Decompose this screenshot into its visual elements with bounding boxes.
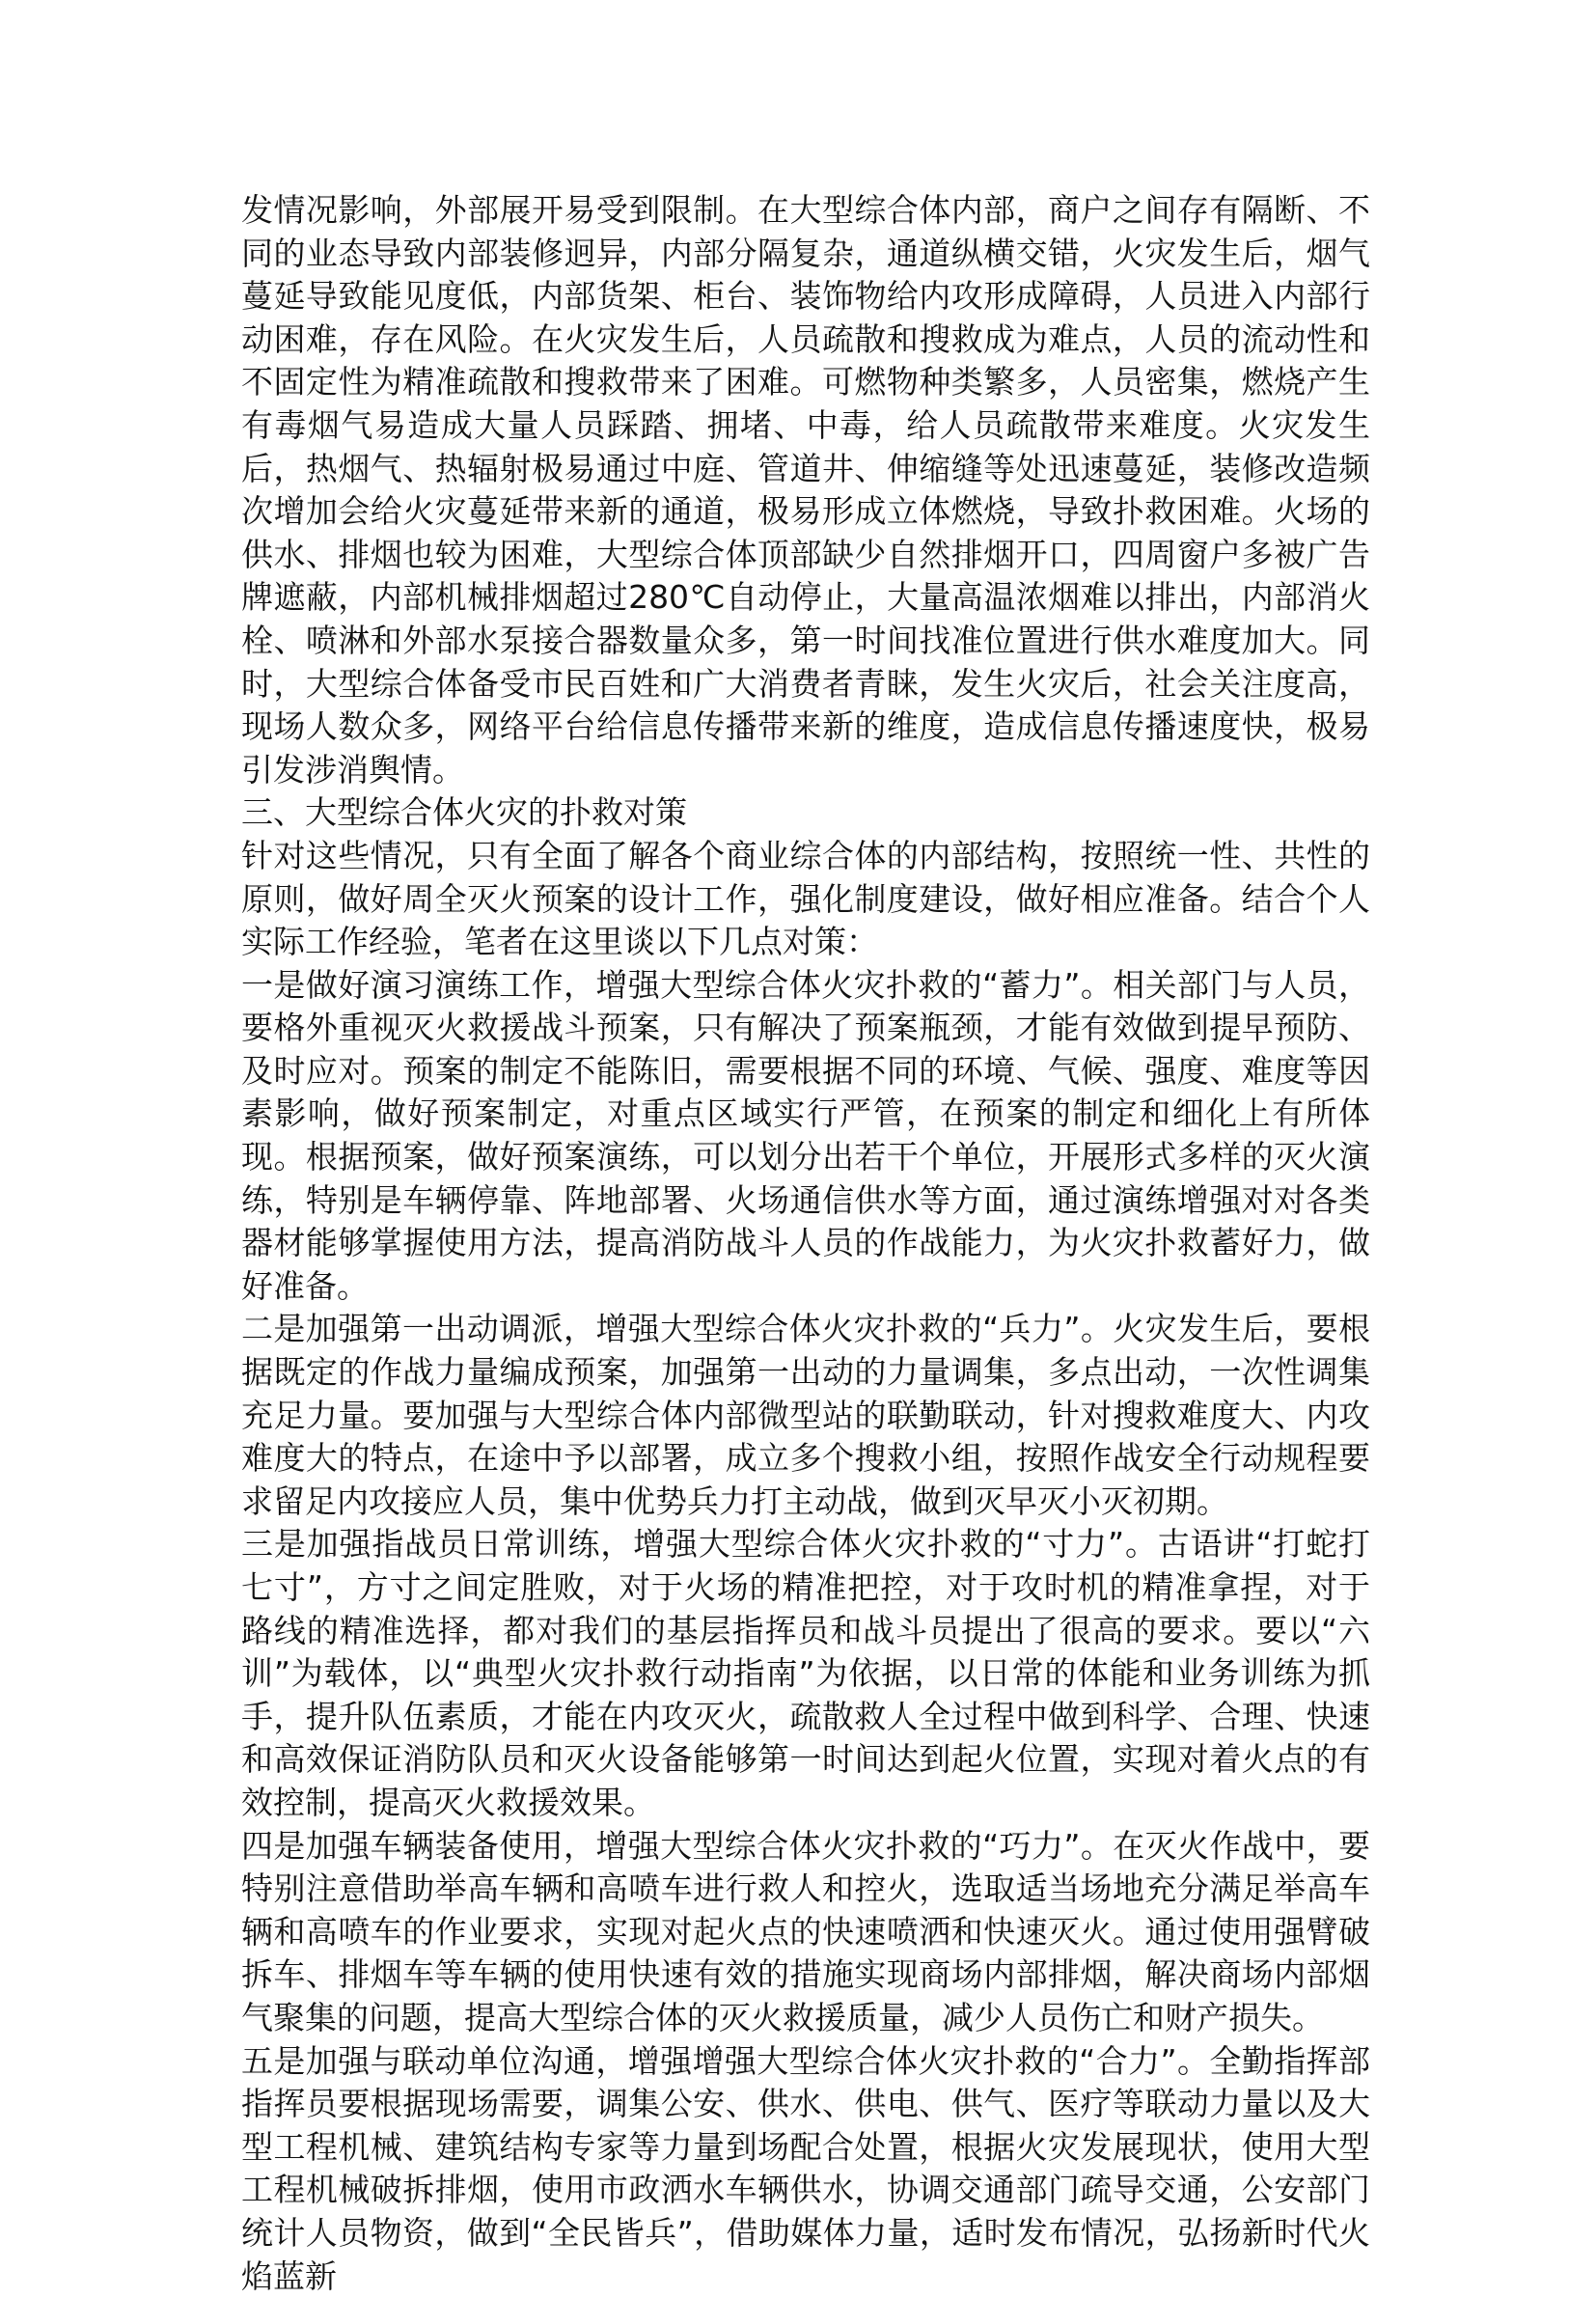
- paragraph-point-five: 五是加强与联动单位沟通，增强增强大型综合体火灾扑救的“合力”。全勤指挥部指挥员要根据现场需要，调集公安、供水、供电、供气、医疗等联动力量以及大型工程机械、建筑结构专家等力量到场配合处置，根据火灾发展现状，使用大型工程机械破拆排烟，使用市政洒水车辆供水，协调交通部门疏导交通，公安部门统计人员物资，做到“全民皆兵”，借助媒体力量，适时发布情况，弘扬新时代火焰蓝新: [241, 2041, 1370, 2295]
- paragraph-point-one: 一是做好演习演练工作，增强大型综合体火灾扑救的“蓄力”。相关部门与人员，要格外重视灭火救援战斗预案，只有解决了预案瓶颈，才能有效做到提早预防、及时应对。预案的制定不能陈旧，需要根据不同的环境、气候、强度、难度等因素影响，做好预案制定，对重点区域实行严管，在预案的制定和细化上有所体现。根据预案，做好预案演练，可以划分出若干个单位，开展形式多样的灭火演练，特别是车辆停靠、阵地部署、火场通信供水等方面，通过演练增强对对各类器材能够掌握使用方法，提高消防战斗人员的作战能力，为火灾扑救蓄好力，做好准备。: [241, 965, 1370, 1305]
- paragraph-point-four: 四是加强车辆装备使用，增强大型综合体火灾扑救的“巧力”。在灭火作战中，要特别注意借助举高车辆和高喷车进行救人和控火，选取适当场地充分满足举高车辆和高喷车的作业要求，实现对起火点的快速喷洒和快速灭火。通过使用强臂破拆车、排烟车等车辆的使用快速有效的措施实现商场内部排烟，解决商场内部烟气聚集的问题，提高大型综合体的灭火救援质量，减少人员伤亡和财产损失。: [241, 1826, 1370, 2036]
- document-page: [241, 189, 1370, 2298]
- paragraph-point-two: 二是加强第一出动调派，增强大型综合体火灾扑救的“兵力”。火灾发生后，要根据既定的作战力量编成预案，加强第一出动的力量调集，多点出动，一次性调集充足力量。要加强与大型综合体内部微型站的联勤联动，针对搜救难度大、内攻难度大的特点，在途中予以部署，成立多个搜救小组，按照作战安全行动规程要求留足内攻接应人员，集中优势兵力打主动战，做到灭早灭小灭初期。: [241, 1310, 1370, 1520]
- paragraph-point-three: 三是加强指战员日常训练，增强大型综合体火灾扑救的“寸力”。古语讲“打蛇打七寸”，方寸之间定胜败，对于火场的精准把控，对于攻时机的精准拿捏，对于路线的精准选择，都对我们的基层指挥员和战斗员提出了很高的要求。要以“六训”为载体，以“典型火灾扑救行动指南”为依据，以日常的体能和业务训练为抓手，提升队伍素质，才能在内攻灭火，疏散救人全过程中做到科学、合理、快速和高效保证消防队员和灭火设备能够第一时间达到起火位置，实现对着火点的有效控制，提高灭火救援效果。: [241, 1525, 1370, 1821]
- paragraph-intro-countermeasures: 针对这些情况，只有全面了解各个商业综合体的内部结构，按照统一性、共性的原则，做好周全灭火预案的设计工作，强化制度建设，做好相应准备。结合个人实际工作经验，笔者在这里谈以下几点对策：: [241, 836, 1370, 961]
- section-heading-countermeasures: 三、大型综合体火灾的扑救对策: [241, 793, 687, 832]
- paragraph-fire-characteristics: 发情况影响，外部展开易受到限制。在大型综合体内部，商户之间存有隔断、不同的业态导致内部装修迥异，内部分隔复杂，通道纵横交错，火灾发生后，烟气蔓延导致能见度低，内部货架、柜台、装饰物给内攻形成障碍，人员进入内部行动困难，存在风险。在火灾发生后，人员疏散和搜救成为难点，人员的流动性和不固定性为精准疏散和搜救带来了困难。可燃物种类繁多，人员密集，燃烧产生有毒烟气易造成大量人员踩踏、拥堵、中毒，给人员疏散带来难度。火灾发生后，热烟气、热辐射极易通过中庭、管道井、伸缩缝等处迅速蔓延，装修改造频次增加会给火灾蔓延带来新的通道，极易形成立体燃烧，导致扑救困难。火场的供水、排烟也较为困难，大型综合体顶部缺少自然排烟开口，四周窗户多被广告牌遮蔽，内部机械排烟超过280℃自动停止，大量高温浓烟难以排出，内部消火栓、喷淋和外部水泵接合器数量众多，第一时间找准位置进行供水难度加大。同时，大型综合体备受市民百姓和广大消费者青睐，发生火灾后，社会关注度高，现场人数众多，网络平台给信息传播带来新的维度，造成信息传播速度快，极易引发涉消舆情。: [241, 191, 1370, 789]
